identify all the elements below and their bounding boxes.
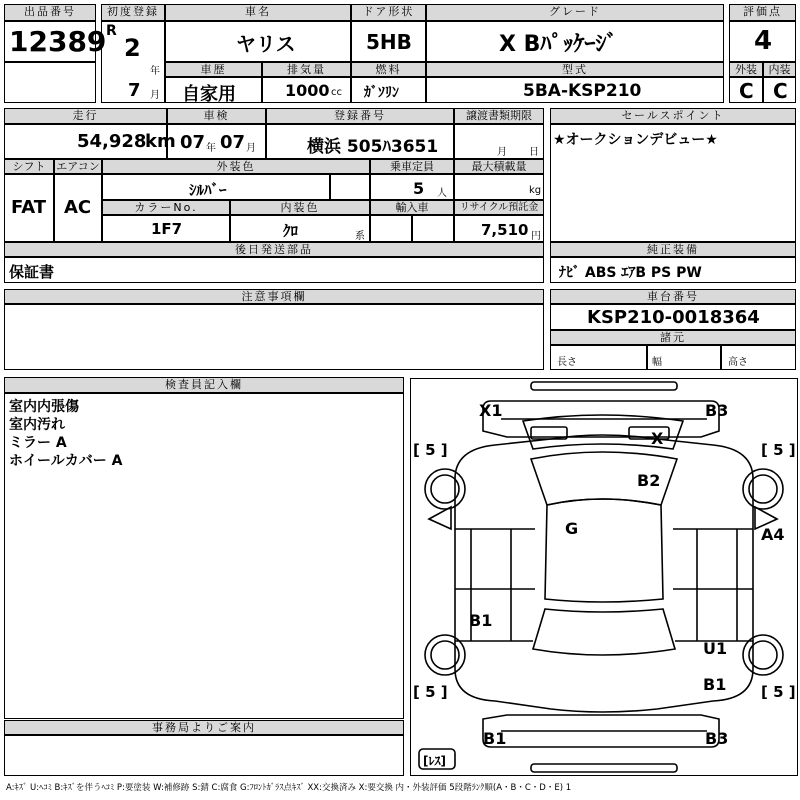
color-no: 1F7 (151, 220, 183, 238)
spec-length-cell (550, 345, 647, 370)
max-load-cell (454, 174, 544, 200)
exterior-grade-cell (729, 77, 763, 103)
insp-year: 07 (180, 132, 206, 153)
recycle-fee: 7,510 (481, 221, 529, 239)
legend: A:ｷｽﾞ U:ﾍｺﾐ B:ｷｽﾞを伴うﾍｺﾐ P:要塗装 W:補修跡 S:錆 C:腐食 G:ﾌﾛﾝﾄｶﾞﾗｽ点ｷｽﾞ XX:交換済み X:要交換 内・外装評価 5段階ﾗﾝｸ順(A・B・C・D・E) 1 (6, 783, 572, 793)
inspector-notes-cell (4, 393, 404, 719)
interior-header: 内装 (763, 62, 796, 77)
recycle-unit: 円 (531, 231, 541, 242)
lot-no-blank (4, 62, 96, 103)
insp-month: 07 (220, 132, 246, 153)
reg-year-unit: 年 (150, 66, 160, 77)
car-damage-diagram (410, 378, 798, 776)
exterior-grade: C (739, 79, 754, 103)
score-header: 評価点 (729, 4, 796, 21)
shift: FAT (11, 197, 47, 218)
max-load-header: 最大積載量 (454, 159, 544, 174)
later-parts: 保証書 (9, 263, 55, 281)
max-load-unit: kg (529, 185, 542, 196)
import-cell-b (412, 215, 454, 242)
inspector-note: 室内内張傷 (9, 399, 79, 415)
shift-header: シフト (4, 159, 54, 174)
inspector-note: 室内汚れ (9, 417, 65, 433)
spec-length: 長さ (557, 357, 577, 368)
shift-cell (4, 174, 54, 242)
model-header: 型式 (426, 62, 724, 77)
inspection-header: 車検 (167, 108, 266, 124)
grade-header: グレード (426, 4, 724, 21)
int-color-suffix: 系 (355, 231, 365, 242)
ext-color-extra (330, 174, 370, 200)
tire-rear-right: [ 5 ] (761, 683, 796, 701)
mileage: 54,928 (77, 131, 147, 152)
lot-no: 12389 (9, 25, 107, 58)
car-outline (411, 379, 797, 775)
spec-width-cell (647, 345, 721, 370)
damage-b1-right: B1 (703, 675, 727, 694)
lot-no-cell (4, 21, 107, 62)
mileage-cell (4, 124, 176, 159)
damage-g: G (565, 519, 579, 538)
displacement-cell (262, 77, 351, 103)
era: R (106, 23, 117, 39)
aircon-header: エアコン (54, 159, 102, 174)
mileage-header: 走行 (4, 108, 167, 124)
spec-height-cell (721, 345, 796, 370)
aircon: AC (64, 197, 92, 218)
damage-b3-front: B3 (705, 401, 729, 420)
capacity-cell (370, 174, 454, 200)
deadline-month: 月 (497, 147, 507, 158)
history-cell (165, 77, 262, 103)
door-header: ドア形状 (351, 4, 426, 21)
deadline-day: 日 (529, 147, 539, 158)
aircon-cell (54, 174, 102, 242)
damage-u1: U1 (703, 639, 728, 658)
recycle-cell (454, 215, 544, 242)
reg-no-cell (266, 124, 454, 159)
sales-point: ★オークションデビュー★ (553, 132, 718, 148)
office-cell (4, 735, 404, 776)
inspection-cell (167, 124, 266, 159)
damage-x-glass: X (651, 429, 664, 448)
int-color-cell (230, 215, 370, 242)
lot-no-header: 出品番号 (4, 4, 96, 21)
reg-no-header: 登録番号 (266, 108, 454, 124)
door-type: 5HB (366, 30, 412, 54)
fuel-cell (351, 77, 426, 103)
reg-year: 2 (124, 34, 141, 62)
tire-rear-left: [ 5 ] (413, 683, 448, 701)
notes-header: 注意事項欄 (4, 289, 544, 304)
interior-grade-cell (763, 77, 796, 103)
deadline-cell (454, 124, 544, 159)
model-code: 5BA-KSP210 (523, 81, 642, 101)
ext-color-header: 外装色 (102, 159, 370, 174)
genuine-equip-header: 純正装備 (550, 242, 796, 257)
tire-front-right: [ 5 ] (761, 441, 796, 459)
first-reg-cell (101, 21, 165, 103)
ext-color-cell (102, 174, 330, 200)
damage-b3-rear: B3 (705, 729, 729, 748)
office-header: 事務局よりご案内 (4, 720, 404, 735)
sales-point-header: セールスポイント (550, 108, 796, 124)
sales-point-cell (550, 124, 796, 242)
damage-b2: B2 (637, 471, 661, 490)
genuine-equip-cell (550, 257, 796, 283)
capacity: 5 (413, 179, 425, 198)
spec-width: 幅 (652, 357, 662, 368)
exterior-header: 外装 (729, 62, 763, 77)
chassis-cell (550, 304, 796, 330)
deadline-header: 譲渡書類期限 (454, 108, 544, 124)
insp-month-unit: 月 (246, 143, 256, 154)
import-header: 輸入車 (370, 200, 454, 215)
chassis-no: KSP210-0018364 (587, 307, 760, 328)
damage-b1-left: B1 (469, 611, 493, 630)
displacement-header: 排気量 (262, 62, 351, 77)
ext-color: ｼﾙﾊﾞｰ (189, 181, 227, 199)
spare-tire: [ﾚｽ] (423, 754, 446, 768)
history-header: 車歴 (165, 62, 262, 77)
interior-grade: C (773, 79, 788, 103)
inspector-header: 検査員記入欄 (4, 377, 404, 393)
car-name-cell (165, 21, 351, 62)
genuine-equip: ﾅﾋﾞ ABS ｴｱB PS PW (559, 265, 702, 281)
recycle-header: リサイクル預託金 (454, 200, 544, 215)
spec-height: 高さ (728, 357, 748, 368)
import-cell-a (370, 215, 412, 242)
inspector-note: ホイールカバー A (9, 453, 123, 469)
specs-header: 諸元 (550, 330, 796, 345)
score-cell (729, 21, 796, 62)
first-reg-header: 初度登録 (101, 4, 165, 21)
score: 4 (754, 26, 773, 56)
capacity-header: 乗車定員 (370, 159, 454, 174)
damage-x1: X1 (479, 401, 503, 420)
insp-year-unit: 年 (206, 143, 216, 154)
fuel-header: 燃料 (351, 62, 426, 77)
capacity-unit: 人 (437, 188, 447, 199)
inspector-note: ミラー A (9, 435, 67, 451)
damage-b1-rear: B1 (483, 729, 507, 748)
color-no-header: カラーNo. (102, 200, 230, 215)
later-parts-cell (4, 257, 544, 283)
damage-a4: A4 (761, 525, 785, 544)
color-no-cell (102, 215, 230, 242)
fuel: ｶﾞｿﾘﾝ (364, 85, 399, 101)
grade-cell (426, 21, 724, 62)
reg-month: 7 (128, 80, 141, 101)
door-cell (351, 21, 426, 62)
car-name-header: 車名 (165, 4, 351, 21)
history: 自家用 (182, 84, 236, 105)
reg-month-unit: 月 (150, 90, 160, 101)
displacement: 1000 (285, 81, 330, 100)
int-color: ｸﾛ (283, 222, 299, 240)
notes-cell (4, 304, 544, 370)
later-parts-header: 後日発送部品 (4, 242, 544, 257)
mileage-unit: km (145, 131, 176, 152)
grade: X Bﾊﾟｯｹｰｼﾞ (499, 32, 618, 57)
displacement-unit: cc (331, 87, 342, 98)
reg-no: 横浜 505ﾊ3651 (307, 137, 439, 157)
int-color-header: 内装色 (230, 200, 370, 215)
car-name: ヤリス (236, 32, 296, 56)
tire-front-left: [ 5 ] (413, 441, 448, 459)
model-cell (426, 77, 724, 103)
chassis-header: 車台番号 (550, 289, 796, 304)
